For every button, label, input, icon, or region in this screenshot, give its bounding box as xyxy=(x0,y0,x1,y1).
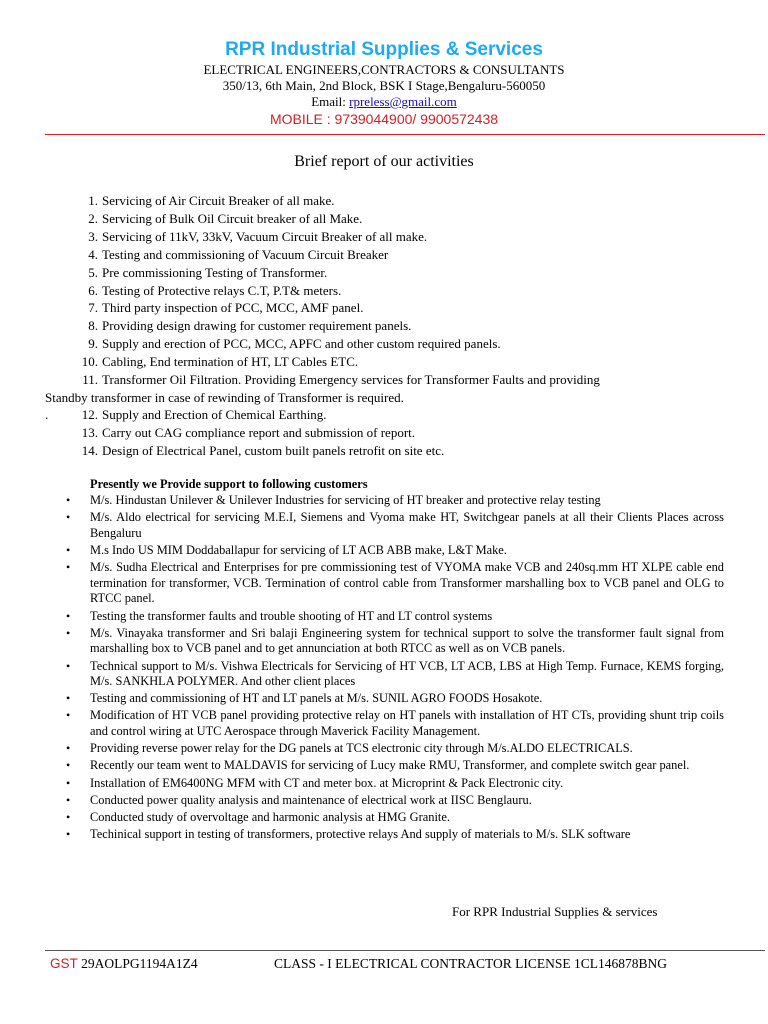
activity-text: Cabling, End termination of HT, LT Cables ETC. xyxy=(102,354,359,369)
activity-item xyxy=(0,264,327,282)
activity-item xyxy=(0,442,444,460)
customer-text: Providing reverse power relay for the DG panels at TCS electronic city through M/s.ALDO ELECTRICALS. xyxy=(90,741,633,756)
customer-item xyxy=(60,708,724,739)
customer-item xyxy=(60,659,724,690)
activity-text: Supply and Erection of Chemical Earthing. xyxy=(102,407,327,422)
activity-text: Design of Electrical Panel, custom built panels retrofit on site etc. xyxy=(102,443,445,458)
bullet-dot-icon: • xyxy=(66,827,71,842)
customer-text: Techinical support in testing of transformers, protective relays And supply of materials to M/s. SLK software xyxy=(90,827,631,842)
activity-number: 1. xyxy=(88,193,98,208)
email-label: Email: xyxy=(311,94,350,109)
email-line xyxy=(0,94,768,110)
customer-text: M/s. Aldo electrical for servicing M.E.I, Siemens and Vyoma make HT, Switchgear panels at all their Clients Places across Bengaluru xyxy=(90,510,724,540)
customer-text: Modification of HT VCB panel providing protective relay on HT panels with installation of HT CTs, providing shunt trip coils and control wiring at UTC Aerospace through Maverick Facility Management. xyxy=(90,708,724,739)
bullet-dot-icon: • xyxy=(66,708,71,723)
customers-heading: Presently we Provide support to following customers xyxy=(90,477,368,491)
customer-text: Installation of EM6400NG MFM with CT and meter box. at Microprint & Pack Electronic city. xyxy=(90,775,564,790)
activity-item xyxy=(0,317,411,335)
customer-text: Technical support to M/s. Vishwa Electricals for Servicing of HT VCB, LT ACB, LBS at High Temp. Furnace, KEMS forging, M/s. SANKHLA POLYMER. And other client places xyxy=(90,658,724,689)
activity-item xyxy=(0,246,388,264)
mobile-line xyxy=(0,110,768,128)
activity-text: Transformer Oil Filtration. Providing Emergency services for Transformer Faults and providing xyxy=(102,372,600,387)
customer-text: M/s. Hindustan Unilever & Unilever Industries for servicing of HT breaker and protective relay testing xyxy=(90,493,601,507)
customer-item xyxy=(60,741,724,757)
gst-line xyxy=(50,956,198,972)
bullet-dot-icon: • xyxy=(66,775,71,790)
footer-divider xyxy=(45,950,765,951)
report-title: Brief report of our activities xyxy=(294,153,474,170)
bullet-dot-icon: • xyxy=(66,493,71,507)
activity-text: Testing of Protective relays C.T, P.T& meters. xyxy=(102,283,342,298)
customer-item xyxy=(60,609,724,625)
company-name: RPR Industrial Supplies & Services xyxy=(225,39,543,60)
gst-number: 29AOLPG1194A1Z4 xyxy=(81,956,198,971)
activity-text: Supply and erection of PCC, MCC, APFC and other custom required panels. xyxy=(102,336,501,351)
customer-text: M/s. Vinayaka transformer and Sri balaji Engineering system for technical support to solve the transformer fault signal from marshalling box to VCB panel and to get annunciation at both RTCC as well as on VCB panels. xyxy=(90,625,724,656)
activity-item xyxy=(0,406,327,424)
activity-text: Providing design drawing for customer requirement panels. xyxy=(102,318,412,333)
customers-section xyxy=(60,476,724,844)
bullet-dot-icon: • xyxy=(66,608,71,623)
bullet-dot-icon: • xyxy=(66,741,71,756)
company-address: 350/13, 6th Main, 2nd Block, BSK I Stage,Bengaluru-560050 xyxy=(222,78,546,93)
activity-item xyxy=(0,371,600,389)
customer-item xyxy=(60,626,724,657)
activity-number: 5. xyxy=(88,265,98,280)
activity-item xyxy=(0,299,363,317)
activity-number: 9. xyxy=(88,336,98,351)
activity-item xyxy=(0,424,415,442)
activity-number: 11. xyxy=(82,372,98,387)
email-link[interactable]: rpreless@gmail.com xyxy=(349,94,457,109)
customer-text: Testing and commissioning of HT and LT panels at M/s. SUNIL AGRO FOODS Hosakote. xyxy=(90,691,543,706)
contractor-license: CLASS - I ELECTRICAL CONTRACTOR LICENSE 1CL146878BNG xyxy=(274,956,668,971)
activity-item xyxy=(0,192,334,210)
customer-text: Testing the transformer faults and trouble shooting of HT and LT control systems xyxy=(90,608,493,623)
bullet-dot-icon: • xyxy=(66,542,71,557)
activity-text: Testing and commissioning of Vacuum Circuit Breaker xyxy=(102,247,389,262)
customer-item xyxy=(60,827,724,843)
activity-number: 3. xyxy=(88,229,98,244)
mobile-numbers: 9739044900/ 9900572438 xyxy=(334,111,499,127)
customer-text: M.s Indo US MIM Doddaballapur for servicing of LT ACB ABB make, L&T Make. xyxy=(90,542,507,557)
bullet-dot-icon: • xyxy=(66,560,71,575)
activity-text: Pre commissioning Testing of Transformer. xyxy=(102,265,328,280)
letterhead xyxy=(0,38,768,128)
customer-item xyxy=(60,810,724,826)
activity-item xyxy=(0,335,501,353)
customer-item xyxy=(60,691,724,707)
activity-number: 2. xyxy=(88,211,98,226)
bullet-dot-icon: • xyxy=(66,792,71,807)
company-tagline: ELECTRICAL ENGINEERS,CONTRACTORS & CONSULTANTS xyxy=(203,62,565,77)
activity-number: 12. xyxy=(81,407,98,422)
bullet-dot-icon: • xyxy=(66,625,71,640)
closing-signature: For RPR Industrial Supplies & services xyxy=(452,904,658,919)
activity-text: Carry out CAG compliance report and submission of report. xyxy=(102,425,416,440)
header-divider xyxy=(45,134,765,135)
activity-number: 13. xyxy=(81,425,98,440)
customer-item xyxy=(60,793,724,809)
customers-list xyxy=(60,493,724,843)
bullet-dot-icon: • xyxy=(66,510,71,525)
bullet-dot-icon: • xyxy=(66,658,71,673)
activity-number: 6. xyxy=(88,283,98,298)
activity-text: Servicing of Air Circuit Breaker of all make. xyxy=(102,193,335,208)
activity-number: 8. xyxy=(88,318,98,333)
bullet-dot-icon: • xyxy=(66,691,71,706)
activity-text: Servicing of Bulk Oil Circuit breaker of all Make. xyxy=(102,211,363,226)
activity-text: Servicing of 11kV, 33kV, Vacuum Circuit Breaker of all make. xyxy=(102,229,428,244)
gst-label: GST xyxy=(50,956,78,971)
activity-text-continued: Standby transformer in case of rewinding of Transformer is required. xyxy=(45,389,404,405)
activity-item xyxy=(0,353,358,371)
activity-item xyxy=(0,228,427,246)
activity-number: 14. xyxy=(81,443,98,458)
customer-text: M/s. Sudha Electrical and Enterprises for pre commissioning test of VYOMA make VCB and 240sq.mm HT XLPE cable end termination for transformer, VCB. Termination of control cable from Transformer marshalling box to VCB panel and OLG to RTCC panel. xyxy=(90,560,724,606)
customer-item xyxy=(60,758,724,774)
customer-item xyxy=(60,543,724,559)
activity-number: 10. xyxy=(81,354,98,369)
activity-number: 4. xyxy=(88,247,98,262)
customer-item xyxy=(60,510,724,541)
stray-mark: . xyxy=(45,407,49,422)
bullet-dot-icon: • xyxy=(66,810,71,824)
activity-text: Third party inspection of PCC, MCC, AMF panel. xyxy=(102,300,364,315)
customer-item xyxy=(60,493,724,509)
activity-item xyxy=(0,282,341,300)
customer-text: Recently our team went to MALDAVIS for servicing of Lucy make RMU, Transformer, and complete switch gear panel. xyxy=(90,758,690,773)
activity-number: 7. xyxy=(88,300,98,315)
customer-item xyxy=(60,776,724,792)
customer-text: Conducted power quality analysis and maintenance of electrical work at IISC Benglauru. xyxy=(90,792,532,807)
bullet-dot-icon: • xyxy=(66,758,71,773)
activity-item xyxy=(0,210,362,228)
mobile-label: MOBILE : xyxy=(269,111,335,127)
customer-text: Conducted study of overvoltage and harmonic analysis at HMG Granite. xyxy=(90,810,450,824)
customer-item xyxy=(60,560,724,607)
